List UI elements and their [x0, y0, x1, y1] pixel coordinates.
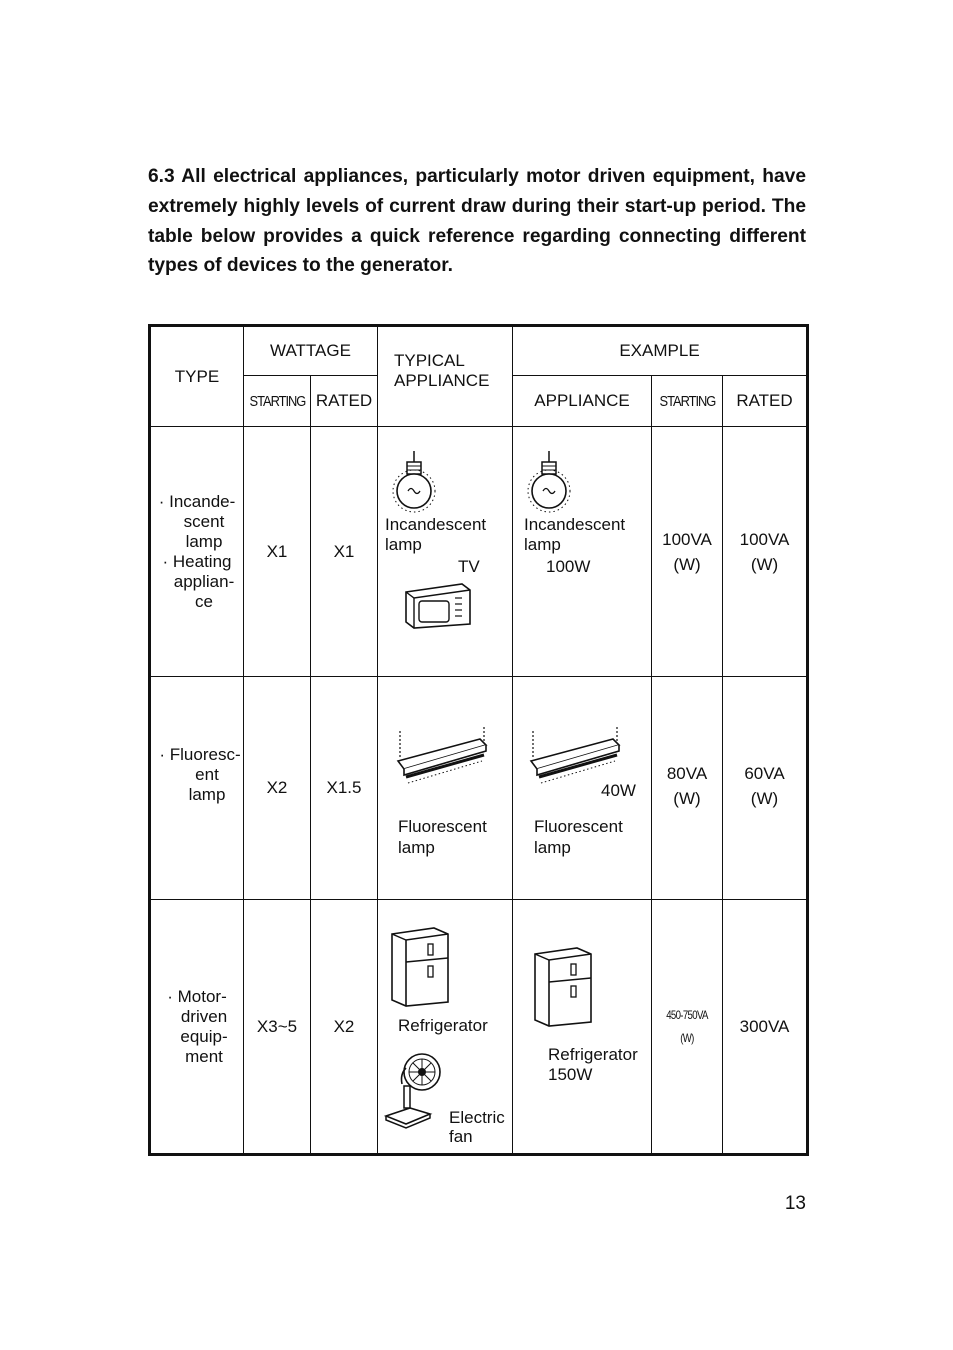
example-wattage: 150W — [548, 1065, 593, 1084]
starting-multiplier: X2 — [244, 677, 311, 900]
type-line: · Incande- — [158, 491, 236, 511]
example-starting-value: 100VA (W) — [652, 427, 723, 677]
header-typical-appliance: TYPICAL APPLIANCE — [378, 326, 513, 427]
header-example-starting: STARTING — [652, 376, 723, 427]
typical-appliance-cell — [378, 427, 513, 677]
type-line: scent — [183, 511, 225, 531]
header-wattage-rated: RATED — [311, 376, 378, 427]
type-line: ment — [185, 1046, 223, 1066]
light-bulb-icon — [527, 451, 571, 515]
electric-fan-icon — [384, 1046, 448, 1132]
type-line: ent — [195, 765, 219, 784]
starting-multiplier: X3~5 — [244, 900, 311, 1155]
type-line: lamp — [185, 531, 223, 551]
type-line: · Heating — [162, 551, 232, 571]
typical-label: Fluorescent — [398, 817, 487, 836]
example-rated-value: 300VA — [723, 900, 808, 1155]
example-wattage: 100W — [546, 557, 591, 576]
starting-multiplier: X1 — [244, 427, 311, 677]
typical-label: Refrigerator — [398, 1016, 488, 1035]
example-starting-value: 450-750VA (W) — [652, 900, 723, 1155]
typical-label: Incandescent — [385, 515, 487, 534]
table-row — [150, 900, 808, 1155]
example-label: Refrigerator — [548, 1045, 638, 1064]
example-label: lamp — [524, 535, 561, 554]
typical-appliance-cell — [378, 900, 513, 1155]
header-example-rated: RATED — [723, 376, 808, 427]
typical-label: Electric — [449, 1108, 505, 1127]
tv-icon — [400, 580, 472, 630]
header-example: EXAMPLE — [513, 326, 808, 376]
header-type: TYPE — [150, 326, 244, 427]
example-starting-value: 80VA (W) — [652, 677, 723, 900]
table-row — [150, 677, 808, 900]
example-rated-value: 60VA (W) — [723, 677, 808, 900]
header-wattage: WATTAGE — [244, 326, 378, 376]
type-line: equip- — [180, 1026, 228, 1046]
type-line: applian- — [173, 571, 235, 591]
type-cell — [150, 677, 244, 900]
example-appliance-cell — [513, 900, 652, 1155]
example-label: Fluorescent — [534, 817, 623, 836]
refrigerator-icon — [531, 946, 595, 1028]
example-label: lamp — [534, 838, 571, 857]
rated-multiplier: X1 — [311, 427, 378, 677]
example-wattage: 40W — [601, 781, 636, 800]
header-wattage-starting: STARTING — [244, 376, 311, 427]
typical-appliance-cell — [378, 677, 513, 900]
page-number: 13 — [784, 1193, 806, 1214]
type-line: ce — [195, 591, 213, 611]
rated-multiplier: X1.5 — [311, 677, 378, 900]
type-cell — [150, 427, 244, 677]
light-bulb-icon — [392, 451, 436, 515]
fluorescent-lamp-icon — [394, 727, 490, 791]
typical-label: lamp — [398, 838, 435, 857]
intro-paragraph: 6.3 All electrical appliances, particularly motor driven equipment, have extremely highly levels of current draw during their start-up period. The table below provides a quick reference regarding connecting different types of devices to the generator. — [148, 166, 806, 277]
type-line: · Fluoresc- — [159, 745, 241, 764]
example-appliance-cell — [513, 677, 652, 900]
typical-label: TV — [458, 557, 480, 576]
type-line: lamp — [188, 785, 226, 804]
example-appliance-cell — [513, 427, 652, 677]
type-cell — [150, 900, 244, 1155]
header-example-appliance: APPLIANCE — [513, 376, 652, 427]
type-line: driven — [180, 1006, 228, 1026]
type-line: · Motor- — [167, 986, 227, 1006]
table-row — [150, 427, 808, 677]
refrigerator-icon — [388, 926, 452, 1008]
typical-label: lamp — [385, 535, 422, 554]
appliance-wattage-table — [148, 324, 809, 1156]
typical-label: fan — [449, 1127, 473, 1146]
example-rated-value: 100VA (W) — [723, 427, 808, 677]
rated-multiplier: X2 — [311, 900, 378, 1155]
example-label: Incandescent — [524, 515, 626, 534]
